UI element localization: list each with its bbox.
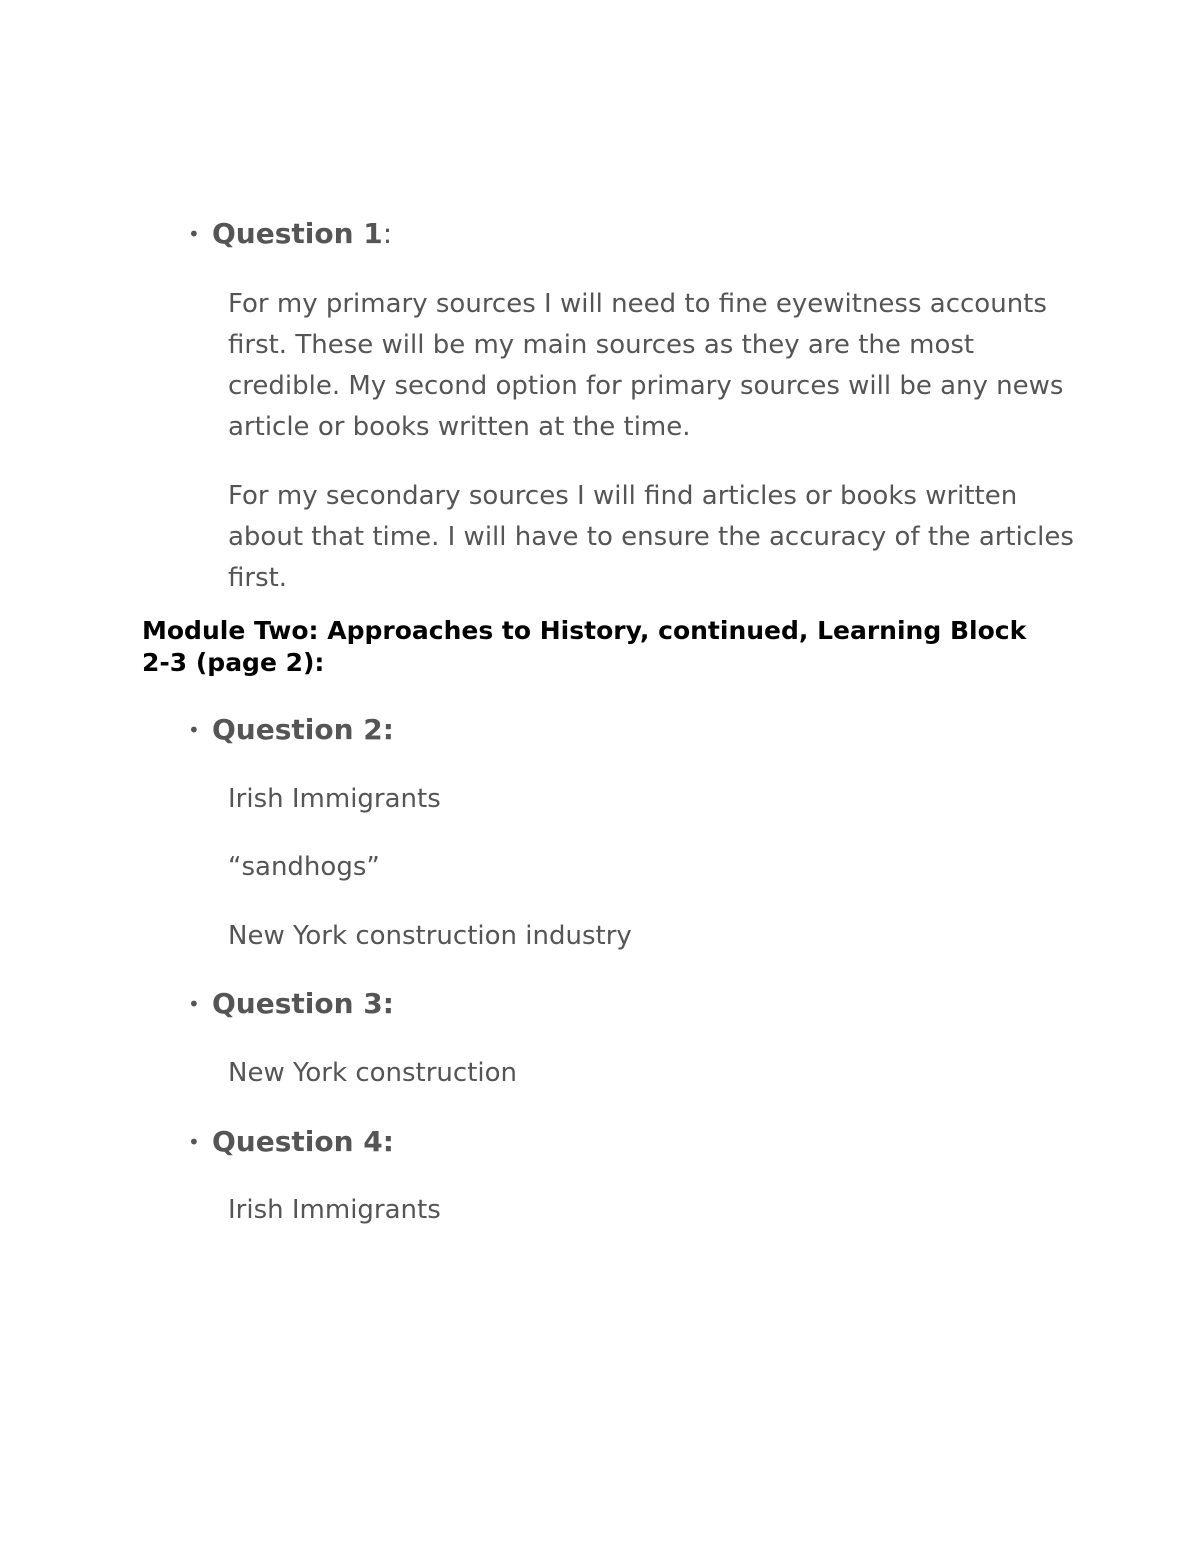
question-1-answer-secondary: For my secondary sources I will find articles or books written about that time. I will have to ensure the accuracy of the articles first. bbox=[228, 481, 1074, 593]
question-3-answer-1: New York construction bbox=[228, 1058, 518, 1088]
question-2-answer-2: “sandhogs” bbox=[228, 852, 380, 882]
question-1-label: Question 1 bbox=[212, 217, 383, 250]
question-1-item bbox=[188, 214, 392, 254]
question-1-answer-primary: For my primary sources I will need to fine eyewitness accounts first. These will be my main sources as they are the most credible. My second option for primary sources will be any news article or books written at the time. bbox=[228, 289, 1064, 442]
question-2-item bbox=[188, 710, 394, 750]
question-4-label: Question 4: bbox=[212, 1125, 394, 1158]
question-3-item bbox=[188, 984, 394, 1024]
module-heading: Module Two: Approaches to History, continued, Learning Block 2-3 (page 2): bbox=[142, 616, 1027, 677]
question-2-answer-1: Irish Immigrants bbox=[228, 784, 441, 814]
question-4-item bbox=[188, 1122, 394, 1162]
bullet-icon: • bbox=[188, 222, 200, 246]
bullet-icon: • bbox=[188, 718, 200, 742]
question-1-colon: : bbox=[382, 217, 393, 250]
question-2-label: Question 2: bbox=[212, 713, 394, 746]
bullet-icon: • bbox=[188, 992, 200, 1016]
question-4-answer-1: Irish Immigrants bbox=[228, 1195, 441, 1225]
bullet-icon: • bbox=[188, 1130, 200, 1154]
question-2-answer-3: New York construction industry bbox=[228, 921, 632, 951]
question-3-label: Question 3: bbox=[212, 987, 394, 1020]
